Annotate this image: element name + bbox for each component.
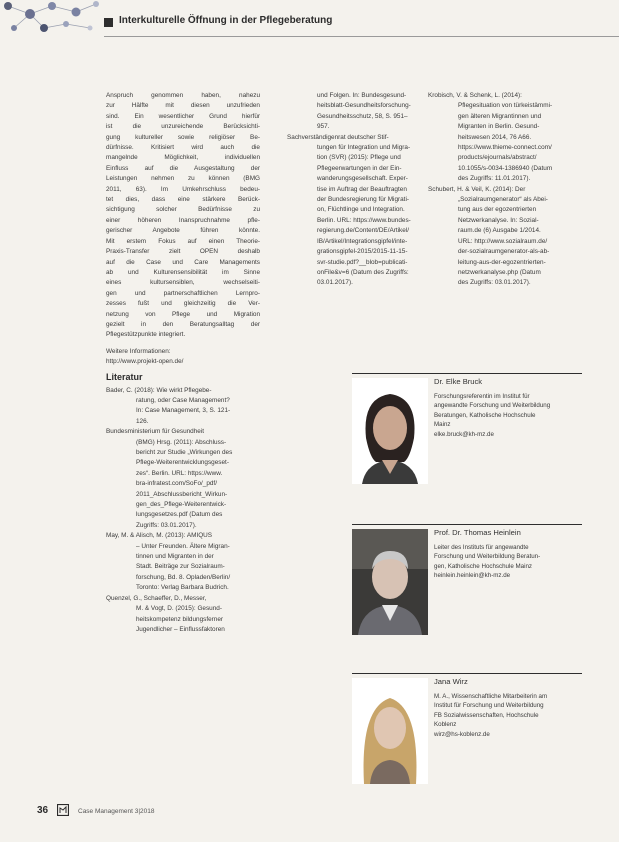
author-affiliation: Mainz	[434, 421, 451, 429]
author-affiliation: Beratungen, Katholische Hochschule	[434, 411, 536, 419]
reference-line: und Folgen. In: Bundesgesund-	[317, 92, 407, 99]
reference-line: Zugriffs: 03.01.2017).	[136, 521, 197, 529]
author-name: Prof. Dr. Thomas Heinlein	[434, 528, 521, 537]
reference-line: Sachverständigenrat deutscher Stif-	[287, 133, 389, 141]
reference-line: Bundesministerium für Gesundheit	[106, 428, 205, 436]
author-affiliation: Leiter des Instituts für angewandte	[434, 544, 529, 551]
reference-line: Migranten in Berlin. Gesund-	[458, 123, 540, 131]
author-name: Dr. Elke Bruck	[434, 377, 483, 386]
reference-line: gen älteren Migrantinnen und	[458, 112, 542, 120]
reference-line: (BMG) Hrsg. (2011): Abschluss-	[136, 438, 227, 446]
reference-line: https://www.thieme-connect.com/	[458, 144, 552, 152]
reference-line: Stadt. Beiträge zur Sozialraum-	[136, 563, 225, 571]
reference-line: tungen für Integration und Migra-	[317, 144, 411, 152]
reference-line: Gesundheitsschutz, 58, S. 951–	[317, 112, 408, 120]
reference-line: Pflege-Weiterentwicklungsgeset-	[136, 459, 229, 467]
author-affiliation: gen, Katholische Hochschule Mainz	[434, 562, 533, 570]
reference-line: In: Case Management, 3, S. 121-	[136, 407, 231, 415]
magazine-logo-icon	[57, 804, 69, 816]
author-photo-icon	[352, 678, 428, 784]
reference-line: des Zugriffs: 03.01.2017).	[458, 279, 531, 287]
reference-line: bericht zur Studie „Wirkungen des	[136, 449, 233, 456]
reference-line: raum.de (6) Ausgabe 1/2014.	[458, 227, 541, 235]
reference-line: Schubert, H. & Veil, K. (2014): Der	[428, 185, 526, 193]
body-line: sichtigung solcher Bedürfnisse zu	[106, 206, 260, 214]
reference-line: „Sozialraumgenerator“ als Abei-	[458, 196, 548, 204]
body-line: Einfluss auf die Ausgestaltung der	[106, 164, 260, 172]
body-line: Leistungen nehmen zu können (BMG	[106, 175, 260, 183]
body-line: einer höheren Inanspruchnahme pfle-	[106, 216, 260, 224]
body-line: Praxis-Transfer zielt OPEN deshalb	[106, 248, 260, 256]
header-square-icon	[104, 18, 113, 27]
body-line: gerischer Angebote führen könnte.	[106, 227, 260, 235]
reference-line: lungsgesetzes.pdf (Datum des	[136, 511, 223, 519]
reference-line: heitswesen 2014, 76 A66.	[458, 133, 532, 141]
author-affiliation: Forschungsreferentin im Institut für	[434, 393, 530, 400]
column-1	[106, 91, 260, 635]
reference-line: der-sozialraumgenerator-als-ab-	[458, 248, 550, 256]
body-line: gung kultureller sowie religiöser Be-	[106, 133, 260, 141]
author-email[interactable]: elke.bruck@kh-mz.de	[434, 430, 494, 438]
reference-line: zes“. Berlin. URL: https://www.	[136, 469, 223, 477]
further-info-label: Weitere Informationen:	[106, 347, 171, 355]
author-info	[434, 676, 584, 739]
reference-line: M. & Vogt, D. (2015): Gesund-	[136, 605, 222, 613]
body-line: zesses fußt und gleichzeitig die Ver-	[106, 300, 260, 308]
reference-line: svr-studie.pdf?__blob=publicati-	[317, 258, 408, 266]
molecule-decoration-icon	[0, 0, 110, 42]
author-rule	[352, 524, 582, 525]
author-email[interactable]: heinlein.heinlein@kh-mz.de	[434, 572, 511, 580]
page-number: 36	[37, 805, 49, 816]
body-line: dürfnisse. Kritisiert wird auch die	[106, 144, 260, 152]
author-affiliation: angewandte Forschung und Weiterbildung	[434, 402, 551, 410]
body-text	[106, 91, 260, 341]
reference-line: forschung, Bd. 8. Opladen/Berlin/	[136, 573, 231, 581]
body-line: sind. Ein wesentlicher Grund hierfür	[106, 112, 260, 120]
reference-line: Krobisch, V. & Schenk, L. (2014):	[428, 92, 522, 99]
reference-line: tinnen und Migranten in der	[136, 553, 214, 561]
body-line: Anspruch genommen haben, nahezu	[106, 92, 260, 99]
body-line: 2011, 63). Im Umkehrschluss bedeu-	[106, 185, 260, 193]
reference-line: leitung-aus-der-egozentrierten-	[458, 258, 546, 266]
body-line: gezielt in den Beratungsalltag der	[106, 320, 260, 328]
reference-line: 2011_Abschlussbericht_Wirkun-	[136, 490, 228, 498]
reference-line: netzwerkanalyse.php (Datum	[458, 268, 541, 276]
reference-line: IB/Artikel/Integrationsgipfel/inte-	[317, 237, 408, 245]
reference-line: 126.	[136, 417, 149, 425]
body-line: netzung von Pflege und Migration	[106, 310, 260, 318]
further-info-url[interactable]: http://www.projekt-open.de/	[106, 358, 184, 366]
reference-line: – Unter Freunden. Ältere Migran-	[136, 542, 230, 550]
reference-line: Pflegeerwartungen in der Ein-	[317, 164, 402, 172]
reference-line: der Bundesregierung für Migrati-	[317, 196, 409, 204]
author-name: Jana Wirz	[434, 677, 468, 686]
body-line: mangelnde Möglichkeit, individuellen	[106, 154, 260, 162]
reference-line: products/ejournals/abstract/	[458, 154, 537, 162]
reference-line: Bader, C. (2018): Wie wirkt Pflegebe-	[106, 386, 212, 394]
reference-line: regierung.de/Content/DE/Artikel/	[317, 227, 410, 235]
author-photo-icon	[352, 529, 428, 635]
reference-line: heitskompetenz bildungsferner	[136, 615, 224, 623]
reference-line: Quenzel, G., Schaeffer, D., Messer,	[106, 594, 207, 602]
reference-line: gen_des_Pflege-Weiterentwick-	[136, 501, 227, 509]
author-affiliation: FB Sozialwissenschaften, Hochschule	[434, 711, 539, 719]
body-line: tet dies, dass eine stärkere Berück-	[106, 196, 260, 204]
reference-line: tung aus der egozentrierten	[458, 206, 537, 214]
author-affiliation: Koblenz	[434, 721, 457, 729]
issue-label: Case Management 3|2018	[78, 808, 155, 815]
body-line: gen und partnerschaftlichen Lernpro-	[106, 289, 260, 297]
literature-title: Literatur	[106, 371, 143, 382]
author-rule	[352, 373, 582, 374]
reference-line: on, Flüchtlinge und Integration.	[317, 206, 405, 214]
body-line: Mit erstem Fokus auf einen Theorie-	[106, 237, 260, 245]
reference-line: 10.1055/s-0034-1386940 (Datum	[458, 164, 553, 172]
reference-line: tise im Auftrag der Beauftragten	[317, 185, 407, 193]
author-affiliation: M. A., Wissenschaftliche Mitarbeiterin am	[434, 693, 548, 700]
reference-line: Toronto: Verlag Barbara Budrich.	[136, 584, 229, 592]
reference-line: May, M. & Alisch, M. (2013): AMIQUS	[106, 532, 213, 540]
author-affiliation: Institut für Forschung und Weiterbildung	[434, 702, 544, 710]
reference-line: ratung, oder Case Management?	[136, 396, 230, 404]
reference-line: wanderungsgesellschaft. Exper-	[317, 175, 408, 183]
body-line: eines kultursensiblen, wechselseiti-	[106, 279, 260, 287]
body-line: auf die Case und Care Managements	[106, 258, 260, 266]
reference-line: Jugendlicher – Einflussfaktoren	[136, 625, 225, 633]
reference-line: URL: http://www.sozialraum.de/	[458, 237, 548, 245]
column-2	[287, 91, 417, 289]
body-line: zur Hälfte mit diesen unzufrieden	[106, 102, 260, 110]
reference-line: Pflegesituation von türkeistämmi-	[458, 102, 553, 110]
reference-line: heitsblatt-Gesundheitsforschung-	[317, 102, 411, 110]
reference-line: 957.	[317, 123, 330, 131]
reference-list	[106, 386, 260, 636]
author-info	[434, 376, 584, 439]
author-affiliation: Forschung und Weiterbildung Beratun-	[434, 553, 541, 561]
author-info	[434, 527, 584, 581]
reference-line: tion (SVR) (2015): Pflege und	[317, 154, 401, 162]
reference-line: grationsgipfel-2015/2015-11-15-	[317, 248, 408, 256]
body-line: ab und Kulturensensibilität im Sinne	[106, 268, 260, 276]
reference-line: onFile&v=6 (Datum des Zugriffs:	[317, 268, 409, 276]
header-title: Interkulturelle Öffnung in der Pflegeberatung	[119, 15, 333, 26]
body-line: ist die unzureichende Berücksichti-	[106, 123, 260, 131]
column-3	[428, 91, 578, 289]
author-email[interactable]: wirz@hs-koblenz.de	[434, 730, 490, 738]
reference-line: Berlin. URL: https://www.bundes-	[317, 216, 411, 224]
author-rule	[352, 673, 582, 674]
author-photo-icon	[352, 378, 428, 484]
reference-line: des Zugriffs: 11.01.2017).	[458, 175, 531, 183]
reference-line: Netzwerkanalyse. In: Sozial-	[458, 216, 539, 224]
body-line: Pflegestützpunkte integriert.	[106, 331, 186, 339]
reference-line: bra-infratest.com/SoFo/_pdf/	[136, 480, 217, 488]
reference-line: 03.01.2017).	[317, 279, 353, 287]
